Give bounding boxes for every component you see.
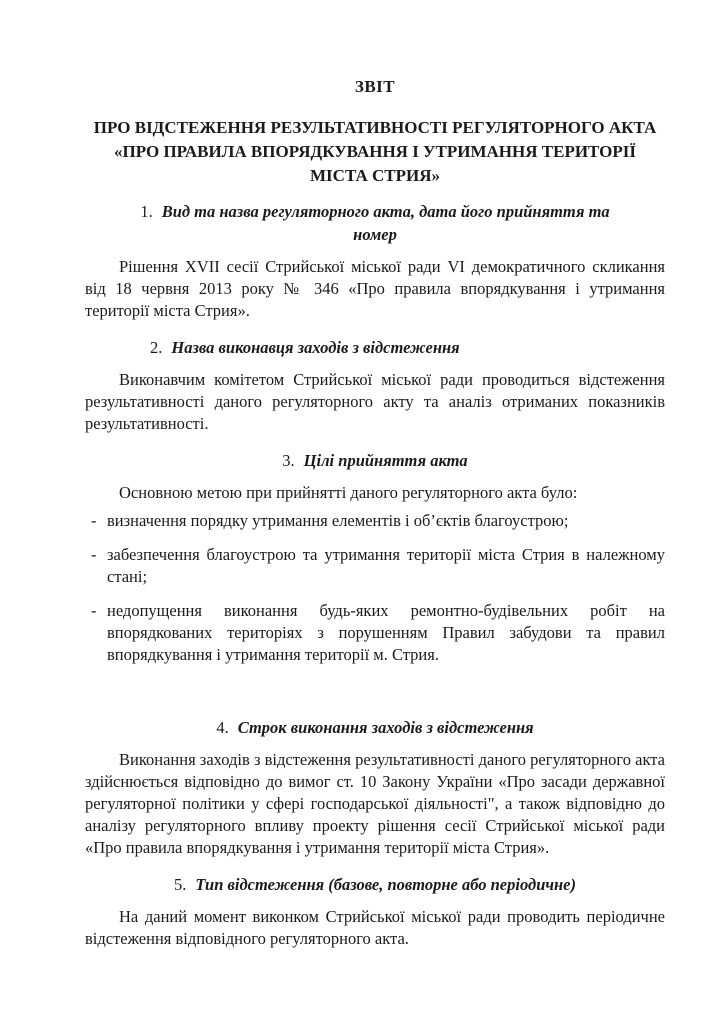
bullet-text: недопущення виконання будь-яких ремонтно-будівельних робіт на впорядкованих територіях з порушенням Правил забудови та правил впорядкування і утримання території м. Стрия. <box>107 601 665 664</box>
section-4-heading <box>85 716 665 739</box>
section-2-paragraph: Виконавчим комітетом Стрийської міської ради проводиться відстеження результативності даного регуляторного акту та аналіз отриманих показників результативності. <box>85 370 665 433</box>
bullet-dash: - <box>91 511 97 530</box>
section-1-heading <box>85 200 665 246</box>
section-4-paragraph: Виконання заходів з відстеження результативності даного регуляторного акта здійснюється відповідно до вимог ст. 10 Закону України «Про засади державної регуляторної політики у сфері господарської діяльності", а також відповідно до аналізу регуляторного впливу проекту рішення сесії Стрийської міської ради «Про правила впорядкування і утримання території міста Стрия». <box>85 750 665 857</box>
bullet-dash: - <box>91 601 97 620</box>
section-2-title: Назва виконавця заходів з відстеження <box>171 338 460 357</box>
section-2-number: 2. <box>150 338 163 357</box>
section-1-number: 1. <box>140 202 153 221</box>
section-5-number: 5. <box>173 875 187 894</box>
section-4-title: Строк виконання заходів з відстеження <box>237 718 534 737</box>
section-3-heading <box>85 449 665 472</box>
section-3-bullet-2 <box>85 544 665 588</box>
section-3-bullet-1 <box>85 510 665 532</box>
bullet-text: забезпечення благоустрою та утримання території міста Стрия в належному стані; <box>107 545 665 586</box>
bullet-text: визначення порядку утримання елементів і об’єктів благоустрою; <box>107 511 569 530</box>
section-2-heading <box>85 336 665 359</box>
report-title: ЗВІТ <box>354 77 396 96</box>
section-5-paragraph: На даний момент виконком Стрийської міської ради проводить періодичне відстеження відповідного регуляторного акта. <box>85 907 665 948</box>
section-5-heading <box>85 873 665 896</box>
section-3-title: Цілі прийняття акта <box>303 451 468 470</box>
report-subtitle: ПРО ВІДСТЕЖЕННЯ РЕЗУЛЬТАТИВНОСТІ РЕГУЛЯТОРНОГО АКТА «ПРО ПРАВИЛА ВПОРЯДКУВАННЯ І УТРИМАННЯ ТЕРИТОРІЇ МІСТА СТРИЯ» <box>93 118 657 185</box>
section-3-bullet-3 <box>85 600 665 666</box>
bullet-dash: - <box>91 545 97 564</box>
section-1-title: Вид та назва регуляторного акта, дата його прийняття та номер <box>161 202 610 244</box>
section-3-number: 3. <box>282 451 295 470</box>
section-4-number: 4. <box>216 718 229 737</box>
section-5-title: Тип відстеження (базове, повторне або періодичне) <box>195 875 577 894</box>
section-3-intro: Основною метою при прийнятті даного регуляторного акта було: <box>119 483 578 502</box>
section-1-paragraph: Рішення XVII сесії Стрийської міської ради VI демократичного скликання від 18 червня 2013 року № 346 «Про правила впорядкування і утримання території міста Стрия». <box>85 257 665 320</box>
